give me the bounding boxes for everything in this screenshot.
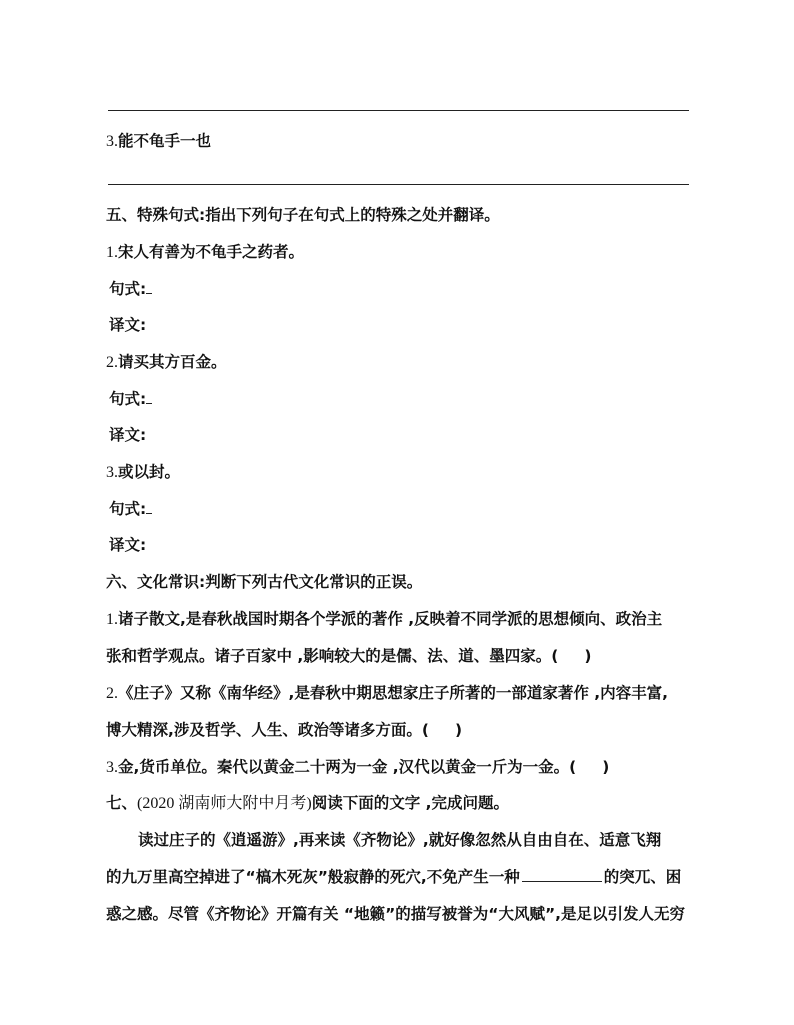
section-5-item-2 [106,352,227,373]
answer-blank[interactable] [146,501,152,514]
q4-item-3 [106,131,211,152]
item-number: 3. [106,759,118,776]
answer-line [108,110,689,111]
answer-line [108,184,689,185]
section-7-heading: 七、(2020 湖南师大附中月考)阅读下面的文字 ,完成问题。 [106,794,509,812]
passage-line-1: 读过庄子的《逍遥游》,再来读《齐物论》,就好像忽然从自由自在、适意飞翔 [138,831,662,849]
sentence-pattern-label: 句式: [109,279,152,299]
item-number: 1. [106,244,118,261]
item-text: 或以封。 [118,463,181,481]
item-number: 2. [106,354,118,371]
item-text: 请买其方百金。 [118,353,227,371]
answer-blank[interactable] [146,281,152,294]
item-text: 能不龟手一也 [118,132,212,150]
item-number: 3. [106,464,118,481]
section-6-item-1-line-2: 张和哲学观点。诸子百家中 ,影响较大的是儒、法、道、墨四家。( ) [106,647,592,665]
item-number: 1. [106,611,118,628]
section-5-heading: 五、特殊句式:指出下列句子在句式上的特殊之处并翻译。 [106,206,500,224]
section-6-heading: 六、文化常识:判断下列古代文化常识的正误。 [106,573,423,591]
translation-label: 译文: [109,426,147,444]
sentence-pattern-label: 句式: [109,499,152,519]
translation-label: 译文: [109,316,147,334]
section-5-item-1 [106,242,304,263]
section-6-item-3: 3.金,货币单位。秦代以黄金二十两为一金 ,汉代以黄金一斤为一金。( ) [106,758,610,776]
item-text: 宋人有善为不龟手之药者。 [118,243,305,261]
passage-line-2: 的九万里高空掉进了“槁木死灰”般寂静的死穴,不免产生一种 的突兀、困 [106,868,682,886]
section-6-item-2-line-1: 2.《庄子》又称《南华经》,是春秋中期思想家庄子所著的一部道家著作 ,内容丰富, [106,684,669,702]
section-6-item-2-line-2: 博大精深,涉及哲学、人生、政治等诸多方面。( ) [106,721,463,739]
fill-in-blank[interactable] [522,867,602,882]
passage-line-3: 惑之感。尽管《齐物论》开篇有关 “地籁”的描写被誉为“大风赋”,是足以引发人无穷 [106,905,686,923]
section-6-item-1-line-1: 1.诸子散文,是春秋战国时期各个学派的著作 ,反映着不同学派的思想倾向、政治主 [106,610,663,628]
item-number: 2. [106,685,118,702]
sentence-pattern-label: 句式: [109,389,152,409]
answer-blank[interactable] [146,391,152,404]
item-number: 3. [106,133,118,150]
section-5-item-3 [106,462,180,483]
source-note: (2020 湖南师大附中月考) [137,795,312,812]
translation-label: 译文: [109,536,147,554]
